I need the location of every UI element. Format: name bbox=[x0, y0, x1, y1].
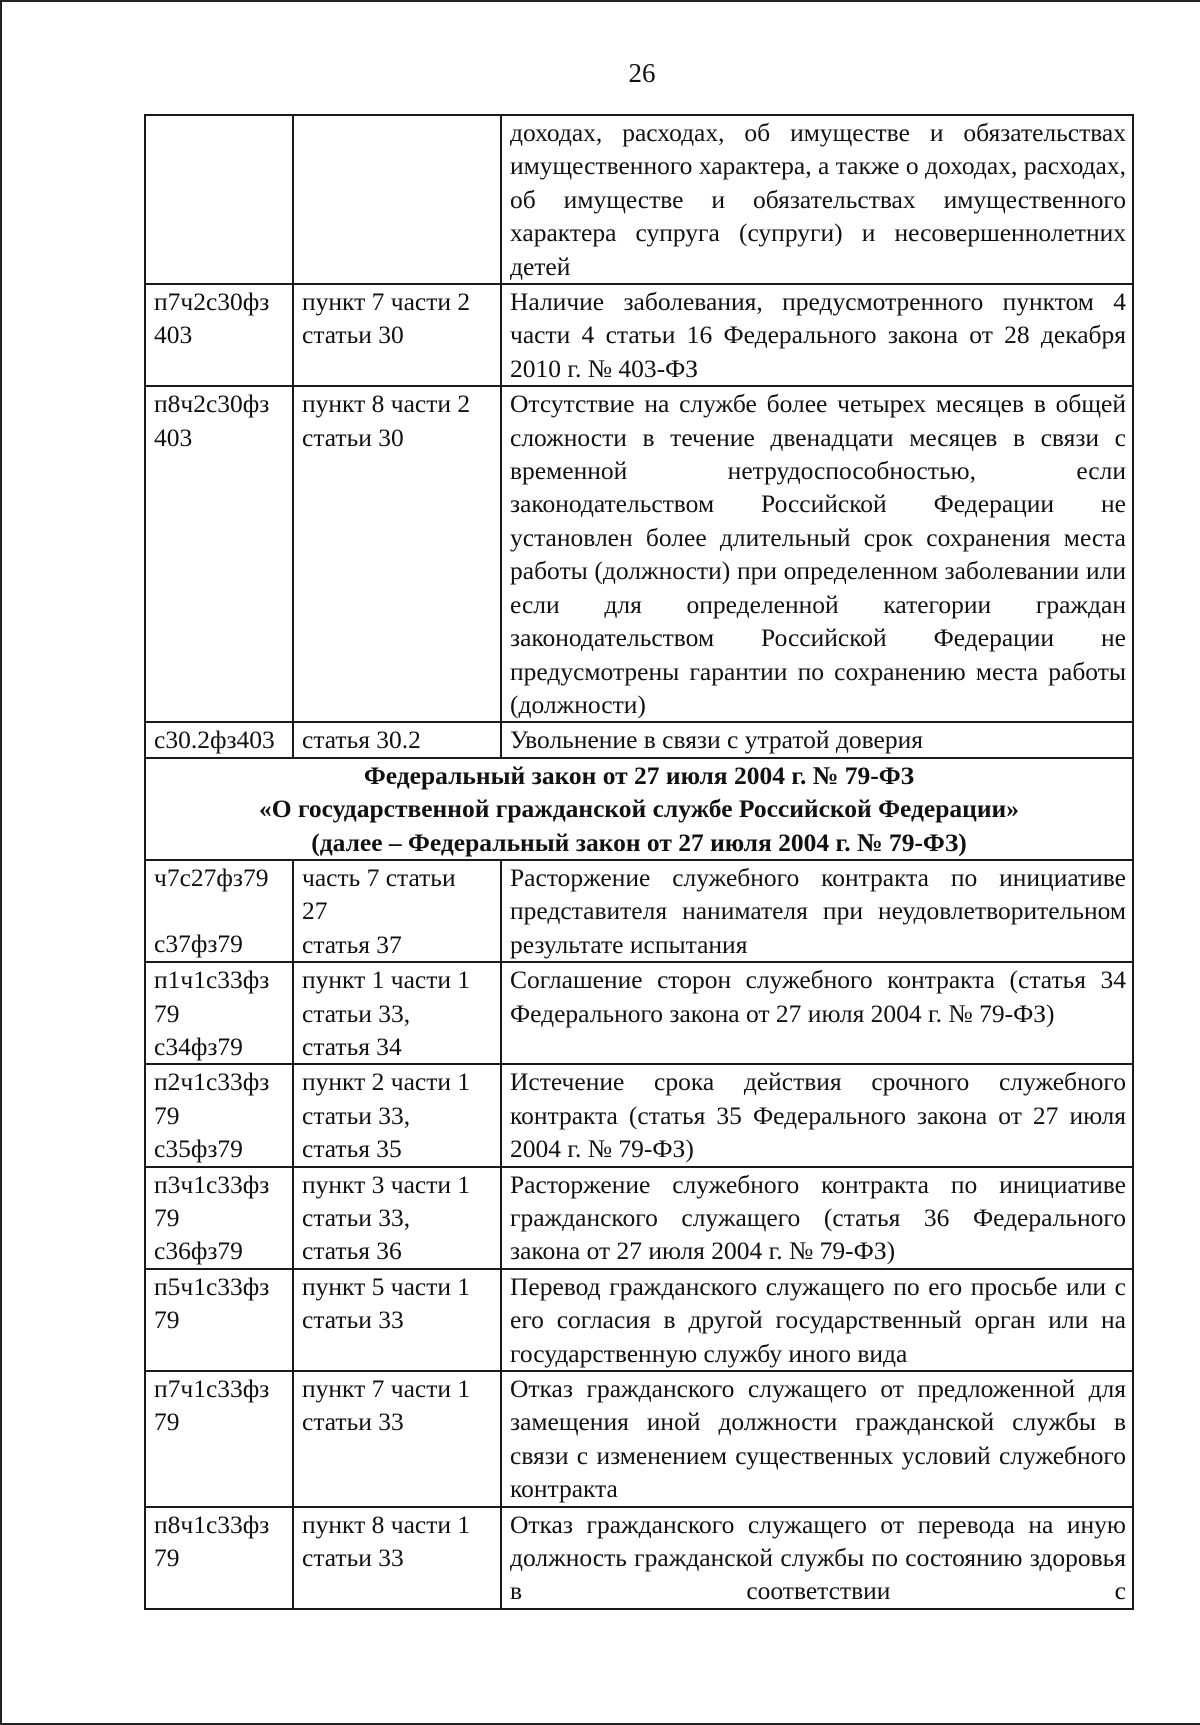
table-row bbox=[145, 386, 1133, 722]
table-row bbox=[145, 1507, 1133, 1609]
reference-cell bbox=[293, 115, 501, 284]
reference-cell: пункт 8 части 2 статьи 30 bbox=[293, 386, 501, 722]
code-cell: п8ч2с30фз 403 bbox=[145, 386, 293, 722]
reference-cell: пункт 5 части 1 статьи 33 bbox=[293, 1269, 501, 1371]
code-cell: п7ч2с30фз 403 bbox=[145, 284, 293, 386]
description-cell: Отказ гражданского служащего от перевода на иную должность гражданской службы по состоянию здоровья в соответствии с bbox=[501, 1507, 1133, 1609]
description-cell: Увольнение в связи с утратой доверия bbox=[501, 722, 1133, 757]
page-number: 26 bbox=[628, 58, 656, 88]
code-cell: п1ч1с33фз 79 с34фз79 bbox=[145, 962, 293, 1064]
reference-cell: пункт 7 части 2 статьи 30 bbox=[293, 284, 501, 386]
reference-cell: статья 30.2 bbox=[293, 722, 501, 757]
description-cell: Истечение срока действия срочного служебного контракта (статья 35 Федерального закона от 27 июля 2004 г. № 79-ФЗ) bbox=[501, 1064, 1133, 1166]
description-cell: Расторжение служебного контракта по инициативе представителя нанимателя при неудовлетворительном результате испытания bbox=[501, 860, 1133, 962]
code-cell: п8ч1с33фз 79 bbox=[145, 1507, 293, 1609]
code-cell bbox=[145, 115, 293, 284]
code-cell: п5ч1с33фз 79 bbox=[145, 1269, 293, 1371]
code-cell: п7ч1с33фз 79 bbox=[145, 1371, 293, 1507]
code-cell: п3ч1с33фз 79 с36фз79 bbox=[145, 1167, 293, 1269]
table-row bbox=[145, 962, 1133, 1064]
code-cell: с30.2фз403 bbox=[145, 722, 293, 757]
description-cell: Наличие заболевания, предусмотренного пунктом 4 части 4 статьи 16 Федерального закона от 28 декабря 2010 г. № 403-ФЗ bbox=[501, 284, 1133, 386]
section-heading: Федеральный закон от 27 июля 2004 г. № 79-ФЗ «О государственной гражданской службе Российской Федерации» (далее – Федеральный закон от 27 июля 2004 г. № 79-ФЗ) bbox=[145, 758, 1133, 860]
code-cell: п2ч1с33фз 79 с35фз79 bbox=[145, 1064, 293, 1166]
reference-cell: пункт 8 части 1 статьи 33 bbox=[293, 1507, 501, 1609]
table-row bbox=[145, 1167, 1133, 1269]
description-cell: Расторжение служебного контракта по инициативе гражданского служащего (статья 36 Федерального закона от 27 июля 2004 г. № 79-ФЗ) bbox=[501, 1167, 1133, 1269]
table-row bbox=[145, 284, 1133, 386]
code-cell: ч7с27фз79 с37фз79 bbox=[145, 860, 293, 962]
table-row bbox=[145, 860, 1133, 962]
description-cell: Отказ гражданского служащего от предложенной для замещения иной должности гражданской службы в связи с изменением существенных условий служебного контракта bbox=[501, 1371, 1133, 1507]
dismissal-grounds-table bbox=[144, 114, 1134, 1610]
table-row bbox=[145, 1371, 1133, 1507]
description-cell: Соглашение сторон служебного контракта (статья 34 Федерального закона от 27 июля 2004 г. № 79-ФЗ) bbox=[501, 962, 1133, 1064]
reference-cell: пункт 3 части 1 статьи 33, статья 36 bbox=[293, 1167, 501, 1269]
description-cell: Перевод гражданского служащего по его просьбе или с его согласия в другой государственный орган или на государственную службу иного вида bbox=[501, 1269, 1133, 1371]
reference-cell: пункт 7 части 1 статьи 33 bbox=[293, 1371, 501, 1507]
section-header-row bbox=[145, 758, 1133, 860]
reference-cell: часть 7 статьи 27 статья 37 bbox=[293, 860, 501, 962]
table-row bbox=[145, 115, 1133, 284]
description-cell: Отсутствие на службе более четырех месяцев в общей сложности в течение двенадцати месяцев в связи с временной нетрудоспособностью, если законодательством Российской Федерации не установлен более длительный срок сохранения места работы (должности) при определенном заболевании или если для определенной категории граждан законодательством Российской Федерации не предусмотрены гарантии по сохранению места работы (должности) bbox=[501, 386, 1133, 722]
table-row bbox=[145, 1064, 1133, 1166]
description-cell: доходах, расходах, об имуществе и обязательствах имущественного характера, а также о доходах, расходах, об имуществе и обязательствах имущественного характера супруга (супруги) и несовершеннолетних детей bbox=[501, 115, 1133, 284]
reference-cell: пункт 2 части 1 статьи 33, статья 35 bbox=[293, 1064, 501, 1166]
table-row bbox=[145, 1269, 1133, 1371]
reference-cell: пункт 1 части 1 статьи 33, статья 34 bbox=[293, 962, 501, 1064]
table-row bbox=[145, 722, 1133, 757]
